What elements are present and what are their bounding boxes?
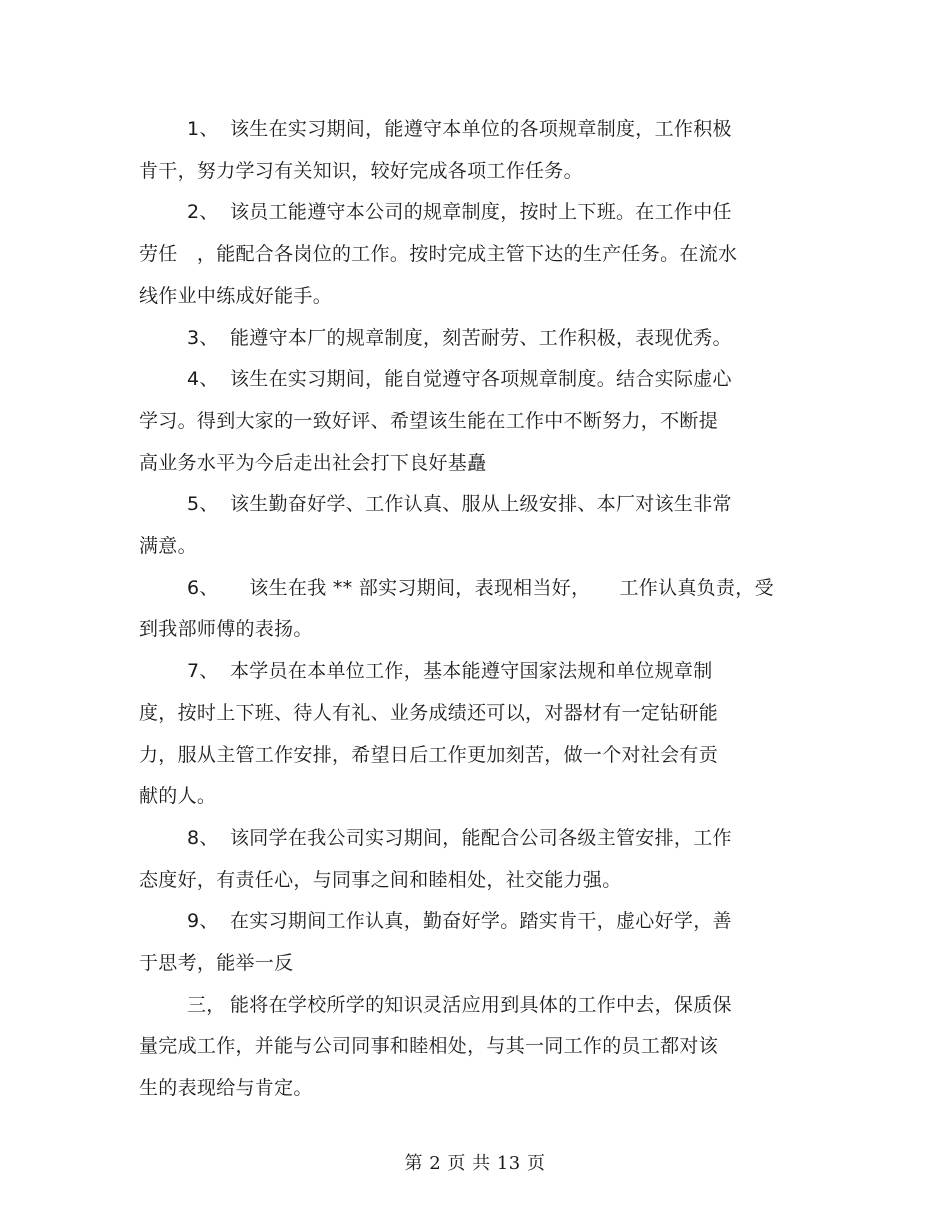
paragraph-text: 于思考，能举一反 — [139, 952, 294, 974]
paragraph-number: 8、 — [187, 827, 219, 849]
paragraph-text: 线作业中练成好能手。 — [139, 285, 333, 307]
paragraph-text: 献的人。 — [139, 785, 217, 807]
paragraph-line — [139, 159, 583, 183]
paragraph-line — [139, 868, 622, 892]
paragraph-line — [139, 743, 718, 767]
paragraph-first-line — [187, 117, 732, 141]
page-footer: 第 2 页 共 13 页 — [404, 1153, 546, 1174]
paragraph-text: 量完成工作，并能与公司同事和睦相处，与其一同工作的员工都对该 — [139, 1035, 719, 1057]
paragraph-number: 三， — [187, 994, 226, 1016]
paragraph-number: 6、 — [187, 577, 219, 599]
paragraph-text: 生的表现给与肯定。 — [139, 1077, 313, 1099]
paragraph-first-line — [187, 367, 732, 391]
paragraph-text: 满意。 — [139, 535, 197, 557]
paragraph-line — [139, 284, 332, 308]
paragraph-line — [139, 1034, 718, 1058]
paragraph-number: 2、 — [187, 201, 219, 223]
paragraph-line — [139, 409, 718, 433]
paragraph-number: 9、 — [187, 910, 219, 932]
paragraph-text: 劳任 ，能配合各岗位的工作。按时完成主管下达的生产任务。在流水 — [139, 243, 738, 265]
paragraph-first-line — [187, 576, 774, 600]
paragraph-first-line — [187, 993, 732, 1017]
paragraph-text: 该生勤奋好学、工作认真、服从上级安排、本厂对该生非常 — [230, 493, 732, 515]
paragraph-text: 该同学在我公司实习期间，能配合公司各级主管安排，工作 — [230, 827, 732, 849]
paragraph-line — [139, 451, 486, 475]
paragraph-first-line — [187, 492, 732, 516]
paragraph-first-line — [187, 659, 713, 683]
paragraph-text: 该生在实习期间，能遵守本单位的各项规章制度，工作积极 — [230, 118, 732, 140]
paragraph-line — [139, 1076, 313, 1100]
paragraph-text: 肯干，努力学习有关知识，较好完成各项工作任务。 — [139, 160, 583, 182]
paragraph-text: 本学员在本单位工作，基本能遵守国家法规和单位规章制 — [230, 660, 713, 682]
paragraph-text: 到我部师傅的表扬。 — [139, 618, 313, 640]
paragraph-line — [139, 534, 197, 558]
paragraph-text: 度，按时上下班、待人有礼、业务成绩还可以，对器材有一定钻研能 — [139, 702, 719, 724]
paragraph-text: 能遵守本厂的规章制度，刻苦耐劳、工作积极，表现优秀。 — [230, 327, 732, 349]
paragraph-text: 态度好，有责任心，与同事之间和睦相处，社交能力强。 — [139, 869, 622, 891]
paragraph-line — [139, 784, 216, 808]
paragraph-first-line — [187, 826, 732, 850]
paragraph-line — [139, 701, 718, 725]
paragraph-line — [139, 951, 293, 975]
paragraph-text: 能将在学校所学的知识灵活应用到具体的工作中去，保质保 — [230, 994, 732, 1016]
paragraph-text: 该生在实习期间，能自觉遵守各项规章制度。结合实际虚心 — [230, 368, 732, 390]
paragraph-line — [139, 242, 737, 266]
paragraph-text: 该生在我 ** 部实习期间，表现相当好， 工作认真负责，受 — [230, 577, 774, 599]
paragraph-number: 3、 — [187, 327, 219, 349]
paragraph-text: 高业务水平为今后走出社会打下良好基矗 — [139, 452, 487, 474]
paragraph-first-line — [187, 909, 732, 933]
paragraph-line — [139, 617, 313, 641]
paragraph-text: 学习。得到大家的一致好评、希望该生能在工作中不断努力，不断提 — [139, 410, 719, 432]
paragraph-text: 该员工能遵守本公司的规章制度，按时上下班。在工作中任 — [230, 201, 732, 223]
paragraph-text: 在实习期间工作认真，勤奋好学。踏实肯干，虚心好学，善 — [230, 910, 732, 932]
paragraph-number: 4、 — [187, 368, 219, 390]
paragraph-number: 1、 — [187, 118, 219, 140]
paragraph-number: 5、 — [187, 493, 219, 515]
paragraph-first-line — [187, 326, 732, 350]
paragraph-number: 7、 — [187, 660, 219, 682]
paragraph-text: 力，服从主管工作安排，希望日后工作更加刻苦，做一个对社会有贡 — [139, 744, 719, 766]
paragraph-first-line — [187, 200, 732, 224]
